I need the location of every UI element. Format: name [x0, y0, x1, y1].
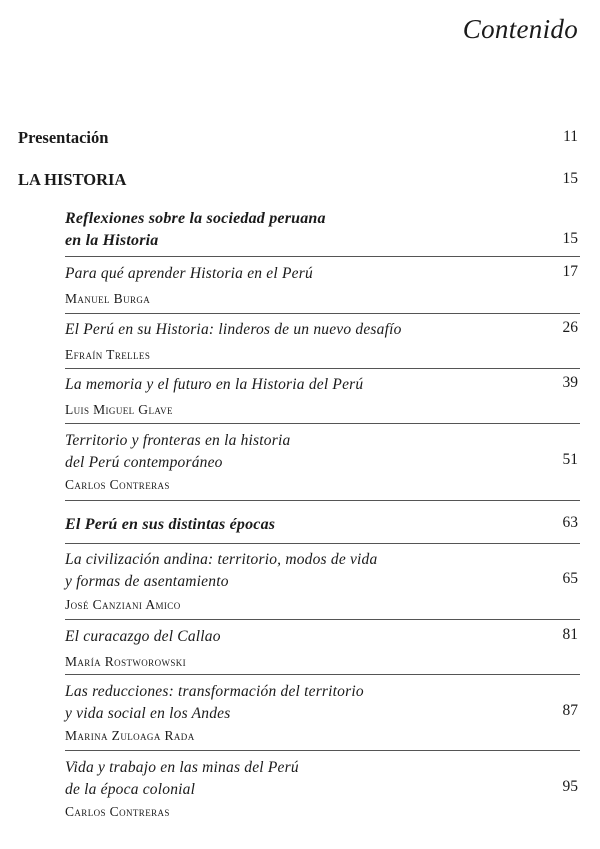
entry-title [65, 319, 485, 341]
entry-title [65, 374, 485, 396]
page-number: 17 [562, 263, 578, 280]
entry-title [65, 514, 485, 536]
title-line: Territorio y fronteras en la historia [65, 432, 291, 449]
title-line: La civilización andina: territorio, modos de vida [65, 551, 378, 568]
page-number: 39 [562, 374, 578, 391]
entry-author: Carlos Contreras [65, 477, 170, 492]
page-number: 15 [562, 230, 578, 247]
entry-author: Efraín Trelles [65, 347, 151, 362]
divider [65, 313, 580, 314]
title-line: El Perú en sus distintas épocas [65, 516, 276, 533]
divider [65, 423, 580, 424]
divider [65, 750, 580, 751]
divider [65, 500, 580, 501]
title-line: y formas de asentamiento [65, 572, 229, 590]
page-number: 51 [562, 451, 578, 468]
entry-title [65, 263, 485, 285]
entry-title [65, 757, 485, 800]
divider [65, 619, 580, 620]
section-label: Presentación [18, 128, 109, 147]
entry-title [65, 430, 485, 473]
entry-title [65, 626, 485, 648]
page-number: 81 [562, 626, 578, 643]
title-line: y vida social en los Andes [65, 704, 231, 722]
title-line: del Perú contemporáneo [65, 453, 223, 471]
title-line: Para qué aprender Historia en el Perú [65, 265, 313, 282]
title-line: Vida y trabajo en las minas del Perú [65, 759, 299, 776]
page-number: 11 [563, 128, 578, 145]
page-number: 65 [562, 570, 578, 587]
entry-author: Manuel Burga [65, 291, 151, 306]
divider [65, 543, 580, 544]
entry-author: José Canziani Amico [65, 597, 181, 612]
entry-title [65, 208, 485, 251]
entry-author: Luis Miguel Glave [65, 402, 173, 417]
entry-author: Carlos Contreras [65, 804, 170, 819]
divider [65, 674, 580, 675]
page-number: 95 [562, 778, 578, 795]
title-line: Las reducciones: transformación del territorio [65, 683, 364, 700]
entry-title [65, 681, 485, 724]
divider [65, 256, 580, 257]
page-number: 26 [562, 319, 578, 336]
entry-author: María Rostworowski [65, 654, 187, 669]
title-line: Reflexiones sobre la sociedad peruana [65, 210, 326, 227]
entry-author: Marina Zuloaga Rada [65, 728, 195, 743]
title-line: de la época colonial [65, 780, 196, 798]
page-title: Contenido [462, 14, 578, 44]
title-line: en la Historia [65, 231, 159, 249]
divider [65, 368, 580, 369]
title-line: El curacazgo del Callao [65, 628, 221, 645]
page-number: 87 [562, 702, 578, 719]
page-number: 15 [562, 170, 578, 187]
title-line: El Perú en su Historia: linderos de un nuevo desafío [65, 321, 402, 338]
entry-title [65, 549, 485, 592]
title-line: La memoria y el futuro en la Historia del Perú [65, 376, 364, 393]
section-label: LA HISTORIA [18, 170, 127, 189]
page-number: 63 [562, 514, 578, 531]
